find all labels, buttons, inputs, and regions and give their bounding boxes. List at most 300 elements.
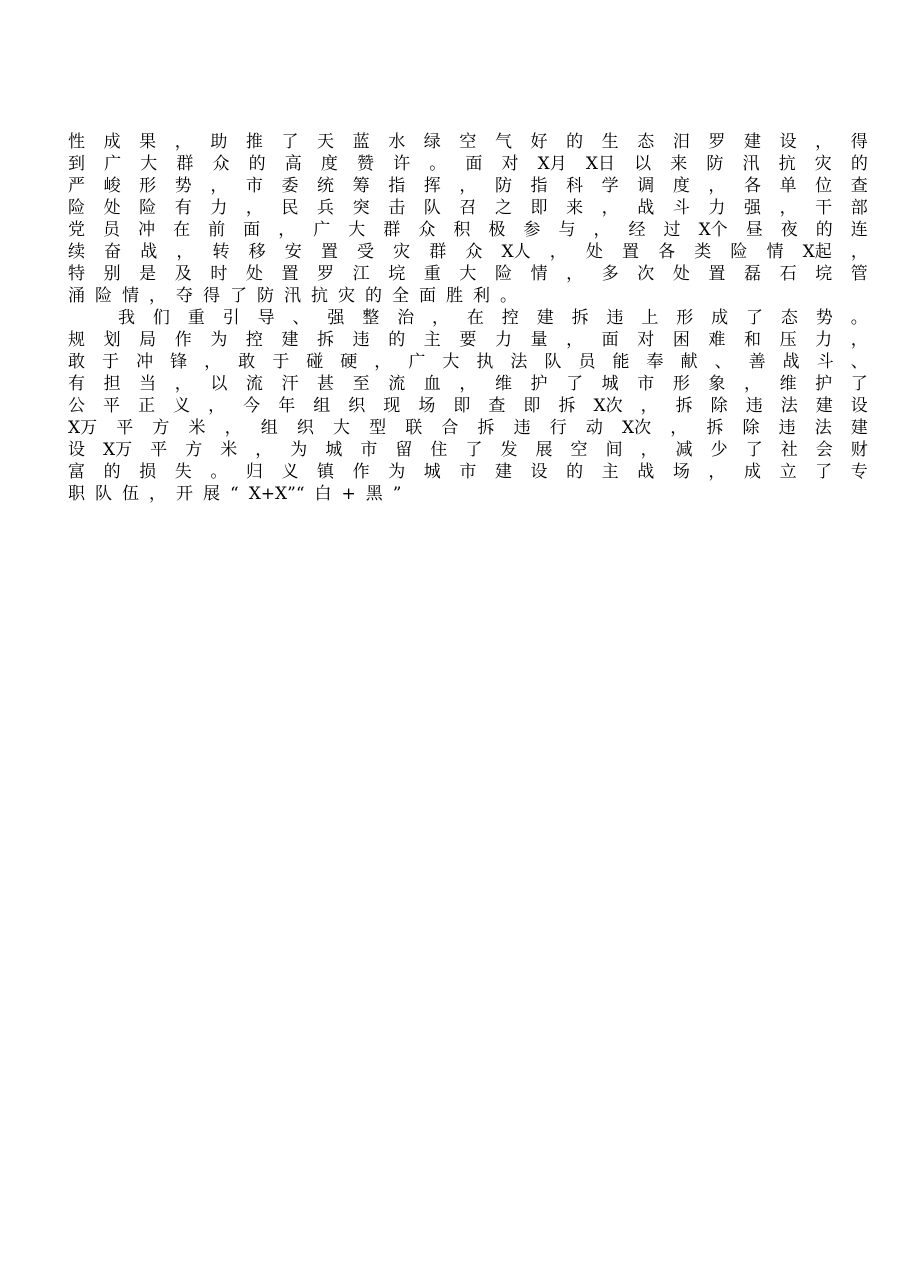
text-glyph: + [341, 484, 356, 504]
text-glyph: 于 [272, 352, 290, 372]
text-glyph: 空 [570, 440, 588, 460]
text-glyph: 兵 [317, 198, 335, 218]
text-glyph: 冲 [138, 220, 156, 240]
text-glyph: 及 [174, 264, 192, 284]
text-glyph: 以 [634, 154, 652, 174]
text-glyph: X万 [103, 440, 133, 460]
text-glyph: 好 [530, 132, 548, 152]
text-glyph: 要 [459, 330, 477, 350]
text-line [68, 417, 868, 439]
text-glyph: 合 [441, 418, 459, 438]
text-line [68, 153, 868, 175]
text-glyph: 献 [680, 352, 698, 372]
text-glyph: 灾 [814, 154, 832, 174]
text-glyph: 奉 [646, 352, 664, 372]
text-glyph: 抗 [778, 154, 796, 174]
text-glyph: 队 [95, 484, 112, 504]
text-glyph: 困 [672, 330, 690, 350]
text-glyph: 法 [814, 418, 832, 438]
text-glyph: 度 [672, 176, 690, 196]
text-glyph: 时 [210, 264, 228, 284]
text-glyph: 难 [708, 330, 726, 350]
text-glyph: ， [708, 462, 726, 482]
text-glyph: 组 [313, 396, 331, 416]
text-glyph: 城 [423, 462, 441, 482]
text-glyph: X日 [585, 154, 615, 174]
text-glyph: 建 [281, 330, 299, 350]
text-glyph: 到 [68, 154, 85, 174]
text-glyph: 执 [476, 352, 494, 372]
text-glyph: 态 [637, 132, 655, 152]
text-line [68, 219, 868, 241]
text-glyph: 队 [423, 198, 441, 218]
text-glyph: 赞 [357, 154, 374, 174]
text-glyph: 担 [103, 374, 121, 394]
text-glyph: 力 [494, 330, 512, 350]
text-glyph: 受 [357, 242, 374, 262]
text-glyph: 果 [139, 132, 157, 152]
text-glyph: 减 [675, 440, 693, 460]
text-glyph: 流 [388, 374, 406, 394]
text-glyph: 动 [585, 418, 603, 438]
text-glyph: 广 [408, 352, 426, 372]
text-glyph: ， [566, 264, 584, 284]
text-glyph: 年 [278, 396, 296, 416]
text-glyph: 党 [68, 220, 85, 240]
text-glyph: 参 [523, 220, 541, 240]
text-glyph: 得 [203, 286, 220, 306]
text-glyph: 调 [637, 176, 655, 196]
text-glyph: 当 [139, 374, 157, 394]
text-glyph: 白 [314, 484, 332, 504]
text-glyph: 处 [103, 198, 121, 218]
text-glyph: 治 [397, 308, 415, 328]
text-glyph: 的 [566, 132, 584, 152]
text-glyph: 力 [815, 330, 833, 350]
text-glyph: 。 [210, 462, 228, 482]
text-glyph: 对 [637, 330, 655, 350]
text-glyph: 归 [245, 462, 263, 482]
text-glyph: 立 [779, 462, 797, 482]
text-glyph: ， [850, 330, 868, 350]
text-glyph: 锋 [170, 352, 188, 372]
text-glyph: X+X”“ [248, 484, 305, 504]
text-glyph: ， [176, 242, 194, 262]
text-glyph: 除 [710, 396, 728, 416]
text-glyph: 类 [694, 242, 712, 262]
text-glyph: 正 [138, 396, 156, 416]
text-glyph: 群 [383, 220, 401, 240]
text-glyph: 方 [152, 418, 170, 438]
text-glyph: 过 [663, 220, 681, 240]
text-glyph: 推 [245, 132, 263, 152]
text-glyph: 镇 [317, 462, 335, 482]
text-glyph: 建 [815, 396, 833, 416]
text-glyph: 有 [174, 198, 192, 218]
text-glyph: 控 [245, 330, 263, 350]
text-glyph: 民 [281, 198, 299, 218]
text-glyph: 险 [139, 198, 157, 218]
text-glyph: 各 [658, 242, 676, 262]
text-line [68, 197, 868, 219]
text-glyph: 科 [566, 176, 584, 196]
text-glyph: 至 [352, 374, 370, 394]
text-glyph: 次 [637, 264, 655, 284]
text-glyph: 为 [388, 462, 406, 482]
text-glyph: 住 [430, 440, 448, 460]
text-glyph: 队 [544, 352, 562, 372]
text-glyph: 成 [743, 462, 761, 482]
text-glyph: 主 [423, 330, 441, 350]
text-line [68, 131, 868, 153]
text-glyph: 别 [103, 264, 121, 284]
text-glyph: 昼 [745, 220, 763, 240]
text-glyph: 主 [601, 462, 619, 482]
text-glyph: 汗 [281, 374, 299, 394]
text-glyph: ， [566, 330, 584, 350]
text-glyph: 统 [317, 176, 335, 196]
text-glyph: 即 [453, 396, 471, 416]
text-glyph: 局 [139, 330, 157, 350]
text-glyph: 夜 [780, 220, 798, 240]
text-glyph: 建 [536, 308, 554, 328]
text-glyph: 情 [766, 242, 784, 262]
text-glyph: 损 [139, 462, 157, 482]
text-glyph: 蓝 [352, 132, 370, 152]
text-glyph: 处 [672, 264, 690, 284]
text-glyph: 的 [850, 154, 868, 174]
text-glyph: 维 [779, 374, 797, 394]
text-glyph: 间 [605, 440, 623, 460]
text-glyph: 碰 [306, 352, 324, 372]
text-glyph: 面 [419, 286, 436, 306]
text-glyph: 市 [360, 440, 378, 460]
text-line [68, 263, 868, 285]
text-glyph: 、 [714, 352, 732, 372]
text-line [68, 175, 868, 197]
text-glyph: 富 [68, 462, 85, 482]
text-glyph: 奋 [104, 242, 122, 262]
text-glyph: 与 [558, 220, 576, 240]
text-glyph: 违 [745, 396, 763, 416]
text-glyph: 广 [104, 154, 122, 174]
text-glyph: 。 [429, 154, 447, 174]
text-glyph: 力 [708, 198, 726, 218]
text-line [68, 285, 868, 307]
text-glyph: 水 [388, 132, 406, 152]
text-glyph: 了 [815, 462, 833, 482]
text-glyph: 极 [488, 220, 506, 240]
text-glyph: 、 [850, 352, 868, 372]
text-glyph: 即 [523, 396, 541, 416]
text-glyph: 峻 [103, 176, 121, 196]
text-glyph: 压 [779, 330, 797, 350]
text-glyph: 以 [210, 374, 228, 394]
text-glyph: 生 [601, 132, 619, 152]
text-glyph: X人 [501, 242, 531, 262]
text-glyph: 情 [122, 286, 139, 306]
text-glyph: 许 [393, 154, 411, 174]
text-glyph: 转 [212, 242, 230, 262]
text-glyph: 突 [352, 198, 370, 218]
text-glyph: 战 [782, 352, 800, 372]
text-glyph: ， [779, 198, 797, 218]
text-glyph: 形 [139, 176, 157, 196]
text-glyph: 垸 [815, 264, 833, 284]
text-glyph: ， [815, 132, 833, 152]
text-glyph: 指 [388, 176, 406, 196]
text-glyph: 设 [850, 396, 868, 416]
text-glyph: 法 [510, 352, 528, 372]
text-glyph: 开 [176, 484, 193, 504]
text-glyph: 整 [362, 308, 380, 328]
text-glyph: 为 [210, 330, 228, 350]
text-glyph: 有 [68, 374, 85, 394]
text-glyph: ， [208, 396, 226, 416]
text-glyph: 势 [174, 176, 192, 196]
text-glyph: 石 [779, 264, 797, 284]
text-glyph: 作 [352, 462, 370, 482]
text-glyph: 指 [530, 176, 548, 196]
text-glyph: 度 [320, 154, 338, 174]
text-glyph: 伍 [122, 484, 139, 504]
text-glyph: 城 [325, 440, 343, 460]
text-glyph: 了 [281, 132, 299, 152]
text-glyph: ， [174, 374, 192, 394]
text-glyph: 罗 [708, 132, 726, 152]
text-glyph: 击 [388, 198, 406, 218]
text-line [68, 395, 868, 417]
text-glyph: 气 [494, 132, 512, 152]
text-glyph: 专 [850, 462, 868, 482]
text-glyph: 了 [850, 374, 868, 394]
text-glyph: 。 [850, 308, 868, 328]
text-glyph: 来 [670, 154, 688, 174]
text-glyph: ， [210, 176, 228, 196]
text-glyph: 众 [212, 154, 230, 174]
text-glyph: 夺 [176, 286, 193, 306]
text-glyph: 米 [188, 418, 206, 438]
text-glyph: 导 [257, 308, 275, 328]
text-glyph: 查 [850, 176, 868, 196]
text-glyph: 冲 [136, 352, 154, 372]
text-glyph: 严 [68, 176, 85, 196]
text-glyph: 除 [742, 418, 760, 438]
text-glyph: 处 [245, 264, 263, 284]
text-glyph: 汨 [672, 132, 690, 152]
text-glyph: 抗 [311, 286, 328, 306]
text-glyph: 拆 [706, 418, 724, 438]
text-glyph: 违 [513, 418, 531, 438]
text-glyph: 城 [601, 374, 619, 394]
text-glyph: 得 [850, 132, 868, 152]
text-glyph: 成 [103, 132, 121, 152]
text-glyph: 方 [185, 440, 203, 460]
text-glyph: 灾 [338, 286, 355, 306]
text-glyph: 众 [418, 220, 436, 240]
text-glyph: 大 [348, 220, 366, 240]
text-glyph: 今 [243, 396, 261, 416]
text-glyph: 对 [501, 154, 519, 174]
text-glyph: 连 [850, 220, 868, 240]
text-glyph: 划 [103, 330, 121, 350]
text-glyph: 建 [850, 418, 868, 438]
text-glyph: 护 [815, 374, 833, 394]
text-glyph: 甚 [317, 374, 335, 394]
text-glyph: 强 [327, 308, 345, 328]
text-glyph: 垸 [388, 264, 406, 284]
text-glyph: 了 [746, 308, 764, 328]
text-glyph: ， [374, 352, 392, 372]
text-glyph: 险 [95, 286, 112, 306]
text-glyph: 型 [369, 418, 387, 438]
text-glyph: X个 [698, 220, 728, 240]
text-glyph: 行 [549, 418, 567, 438]
text-glyph: ， [245, 198, 263, 218]
text-glyph: 干 [815, 198, 833, 218]
text-glyph: 的 [815, 220, 833, 240]
text-glyph: ， [593, 220, 611, 240]
text-glyph: 了 [230, 286, 247, 306]
text-glyph: 斗 [672, 198, 690, 218]
text-glyph: 汛 [742, 154, 760, 174]
text-glyph: 硬 [340, 352, 358, 372]
text-line [68, 461, 868, 483]
text-glyph: 单 [779, 176, 797, 196]
text-glyph: 的 [248, 154, 266, 174]
text-glyph: 部 [850, 198, 868, 218]
text-glyph: 前 [208, 220, 226, 240]
text-glyph: 的 [566, 462, 584, 482]
text-glyph: 违 [352, 330, 370, 350]
text-glyph: 广 [313, 220, 331, 240]
text-glyph: 磊 [743, 264, 761, 284]
text-glyph: 违 [778, 418, 796, 438]
text-glyph: 义 [173, 396, 191, 416]
text-glyph: 之 [494, 198, 512, 218]
text-glyph: 象 [708, 374, 726, 394]
text-line [68, 439, 868, 461]
text-glyph: 形 [672, 374, 690, 394]
text-glyph: ， [255, 440, 273, 460]
text-line [68, 329, 868, 351]
text-glyph: 平 [150, 440, 168, 460]
text-glyph: 设 [68, 440, 85, 460]
text-glyph: 能 [612, 352, 630, 372]
text-glyph: 留 [395, 440, 413, 460]
text-glyph: ， [278, 220, 296, 240]
text-glyph: 引 [222, 308, 240, 328]
text-glyph: 涌 [68, 286, 85, 306]
text-glyph: 防 [706, 154, 724, 174]
text-glyph: 险 [494, 264, 512, 284]
text-glyph: ， [432, 308, 450, 328]
text-glyph: 量 [530, 330, 548, 350]
text-glyph: 、 [292, 308, 310, 328]
text-glyph: 续 [68, 242, 85, 262]
text-glyph: 群 [429, 242, 447, 262]
text-glyph: 重 [423, 264, 441, 284]
text-glyph: 和 [743, 330, 761, 350]
text-glyph: X起 [802, 242, 832, 262]
text-glyph: 成 [711, 308, 729, 328]
text-glyph: 强 [743, 198, 761, 218]
text-glyph: 是 [139, 264, 157, 284]
text-glyph: 重 [187, 308, 205, 328]
text-glyph: 为 [290, 440, 308, 460]
text-glyph: 维 [494, 374, 512, 394]
text-glyph: 市 [459, 462, 477, 482]
text-glyph: 的 [103, 462, 121, 482]
text-glyph: 置 [320, 242, 338, 262]
text-glyph: 来 [566, 198, 584, 218]
text-glyph: 防 [494, 176, 512, 196]
text-glyph: 法 [780, 396, 798, 416]
text-glyph: 拆 [317, 330, 335, 350]
text-glyph: ， [640, 440, 658, 460]
text-glyph: 规 [68, 330, 85, 350]
text-glyph: 平 [116, 418, 134, 438]
text-glyph: 会 [815, 440, 833, 460]
text-glyph: 善 [748, 352, 766, 372]
document-body [68, 131, 868, 505]
text-glyph: 召 [459, 198, 477, 218]
text-glyph: 战 [637, 198, 655, 218]
text-glyph: X月 [537, 154, 567, 174]
text-glyph: ， [224, 418, 242, 438]
text-glyph: 市 [637, 374, 655, 394]
text-glyph: 财 [850, 440, 868, 460]
text-glyph: 险 [68, 198, 85, 218]
text-glyph: ， [149, 484, 166, 504]
text-glyph: 拆 [675, 396, 693, 416]
text-line [68, 483, 868, 505]
text-glyph: 社 [780, 440, 798, 460]
text-glyph: 上 [641, 308, 659, 328]
text-glyph: 面 [465, 154, 483, 174]
text-glyph: 建 [743, 132, 761, 152]
text-glyph: ， [204, 352, 222, 372]
text-glyph: 态 [780, 308, 798, 328]
text-glyph: 罗 [317, 264, 335, 284]
text-glyph: 了 [745, 440, 763, 460]
text-glyph: 的 [388, 330, 406, 350]
text-glyph: 形 [676, 308, 694, 328]
text-glyph: 置 [708, 264, 726, 284]
text-glyph: “ [230, 484, 239, 504]
text-glyph: 义 [281, 462, 299, 482]
text-glyph: 处 [585, 242, 603, 262]
text-glyph: ， [850, 242, 868, 262]
text-glyph: ， [640, 396, 658, 416]
text-glyph: 筹 [352, 176, 370, 196]
text-glyph: 战 [140, 242, 158, 262]
text-glyph: 拆 [571, 308, 589, 328]
text-glyph: 建 [494, 462, 512, 482]
text-glyph: 委 [281, 176, 299, 196]
text-glyph: 面 [601, 330, 619, 350]
text-glyph: 了 [465, 440, 483, 460]
text-glyph: 空 [459, 132, 477, 152]
text-glyph: 经 [628, 220, 646, 240]
text-glyph: 即 [530, 198, 548, 218]
text-glyph: 拆 [477, 418, 495, 438]
text-glyph: 场 [418, 396, 436, 416]
text-glyph: 汛 [284, 286, 301, 306]
text-glyph: 安 [284, 242, 302, 262]
text-glyph: 灾 [393, 242, 411, 262]
text-glyph: 员 [578, 352, 596, 372]
